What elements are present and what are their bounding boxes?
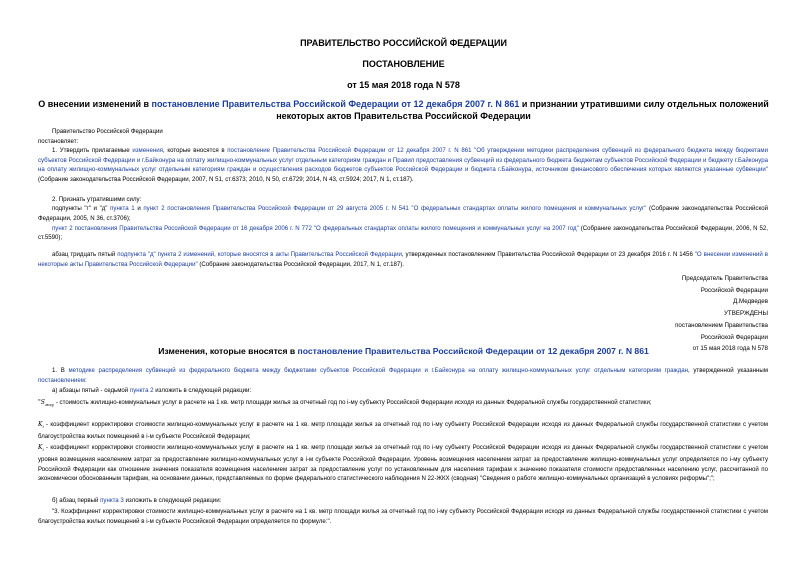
item2-s3-link2[interactable]: "О внесении изменений в некоторые акты Правительства Российской Федерации": [38, 251, 768, 268]
formula-q2: [38, 420, 768, 442]
coefficient-symbol-icon: $K_i$: [38, 444, 44, 453]
signature-block: [508, 274, 768, 354]
formula-symbol-icon: "$S_{жку}$: [38, 399, 55, 408]
item2-s2-link[interactable]: пункт 2 постановления Правительства Российской Федерации от 16 декабря 2006 г. N 772 "О федеральных стандартах оплаты жилого помещения и коммунальных услуг на 2007 год": [52, 224, 579, 232]
formula-q1: [38, 398, 768, 410]
changes-pb-text-b: изложить в следующей редакции:: [123, 497, 222, 504]
changes-pb-link[interactable]: пункта 3: [100, 497, 124, 504]
changes-pb-text-a: б) абзац первый: [52, 497, 101, 504]
formula-q2-text: - коэффициент корректировки стоимости жилищно-коммунальных услуг в расчете на 1 кв. метр площади жилья за отчетный год по i-му субъекту Российской Федерации исходя из данных Федеральной службы государственной статистики с учетом благоустройства жилых помещений в i-м субъекте Российской Федерации;: [38, 421, 768, 440]
date-number-heading: от 15 мая 2018 года N 578: [347, 80, 460, 90]
item-1: [38, 146, 768, 185]
preamble-line2: постановляет:: [38, 137, 79, 145]
formula-q4: "3. Коэффициент корректировки стоимости жилищно-коммунальных услуг в расчете на 1 кв. метр площади жилья за отчетный год по i-му субъекту Российской Федерации исходя из данных Федеральной службы государственной статистики с учетом благоустройства жилых помещений в i-м субъекте Российской Федерации определяется по формуле:".: [38, 508, 768, 525]
item1-text-a: 1. Утвердить прилагаемые: [52, 147, 133, 154]
approved-label: УТВЕРЖДЕНЫ: [724, 310, 768, 318]
title-link[interactable]: постановление Правительства Российской Федерации от 12 декабря 2007 г. N 861: [151, 99, 520, 109]
doc-type-heading: ПОСТАНОВЛЕНИЕ: [362, 59, 445, 69]
signature-country: Российской Федерации: [700, 286, 768, 294]
changes-pb: [38, 496, 768, 506]
changes-pa-text-a: а) абзацы пятый - седьмой: [52, 387, 130, 394]
signature-title: Председатель Правительства: [681, 275, 768, 282]
changes-pa-text-b: изложить в следующей редакции:: [153, 387, 252, 394]
item-2-sub3: [38, 250, 768, 269]
changes-p1: [38, 366, 768, 385]
item1-text-c: , которые вносятся в: [162, 147, 228, 154]
changes-pa: [38, 386, 768, 396]
item2-s1-link2[interactable]: пункт 2 постановления Правительства Российской Федерации от 29 августа 2005 г. N 541 "О федеральных стандартах оплаты жилого помещения и коммунальных услуг": [143, 205, 647, 212]
item2-s3-text-c: (Собрание законодательства Российской Федерации, 2017, N 1, ст.187).: [197, 260, 404, 268]
changes-p1-link2[interactable]: постановлением: [38, 376, 85, 384]
item-2-sub2: [38, 224, 768, 243]
document-title: [30, 98, 777, 122]
signature-name: Д.Медведев: [733, 298, 768, 306]
preamble-line1: Правительство Российской Федерации: [52, 128, 163, 135]
approved-date: от 15 мая 2018 года N 578: [692, 345, 768, 353]
item1-link-resolution[interactable]: постановление Правительства Российской Федерации от 12 декабря 2007 г. N 861 "Об утверждении методики распределения субвенций из федерального бюджета между бюджетами субъектов Российской Федерации и г.Байконура на оплату жилищно-коммунальных услуг отдельным категориям граждан и Правил предоставления субвенций из федерального бюджета бюджетам субъектов Российской Федерации и бюджету г.Байконура на оплату жилищно-коммунальных услуг отдельным категориям граждан и осуществления расходов бюджетов субъектов Российской Федерации и бюджета г.Байконура, источником финансового обеспечения которых являются указанные субвенции": [38, 147, 769, 174]
item2-s1-text-b: и: [134, 205, 144, 212]
coefficient-symbol-icon: $K_i$: [38, 421, 44, 430]
item2-s2-text-b: (Собрание законодательства Российской Федерации, 2006, N 52, ст.5590);: [38, 224, 768, 242]
changes-p1-text-a: 1. В: [52, 367, 69, 374]
item2-s1-text-a: подпункты "г" и "д": [52, 205, 111, 212]
item1-link-changes[interactable]: изменения: [132, 147, 163, 154]
changes-title: [30, 345, 777, 357]
item2-s3-text-a: абзац тридцать пятый: [52, 251, 118, 258]
item-2-intro: 2. Признать утратившими силу:: [52, 195, 142, 203]
approved-by: постановлением Правительства: [675, 321, 768, 329]
item2-s1-link1[interactable]: пункта 1: [110, 205, 135, 212]
title-prefix: О внесении изменений в: [38, 99, 152, 109]
item-2-sub1: [38, 204, 768, 223]
formula-q1-text: - стоимость жилищно-коммунальных услуг в расчете на 1 кв. метр площади жилья за отчетный год по i-му субъекту Российской Федерации исходя из данных Федеральной службы государственной статистики;: [54, 399, 652, 406]
changes-title-link[interactable]: постановление Правительства Российской Федерации от 12 декабря 2007 г. N 861: [297, 346, 649, 356]
item2-s1-text-c: (Собрание законодательства Российской Федерации, 2005, N 36, ст.3706);: [38, 205, 768, 222]
approved-country: Российской Федерации: [700, 333, 768, 341]
item2-s3-link1[interactable]: подпункта "д" пункта 2 изменений, которые вносятся в акты Правительства Российской Федерации: [117, 251, 402, 258]
changes-pa-link[interactable]: пункта 2: [129, 387, 154, 394]
item1-text-e: (Собрание законодательства Российской Федерации, 2007, N 51, ст.6373; 2010, N 50, ст.6729; 2014, N 43, ст.5924; 2017, N 1, ст.187).: [38, 176, 414, 184]
title-suffix: и признании утратившими силу отдельных положений некоторых актов Правительства Российской Федерации: [276, 99, 769, 121]
changes-p1-text-c: :: [85, 376, 87, 384]
changes-title-prefix: Изменения, которые вносятся в: [158, 346, 298, 356]
formula-q3-text: - коэффициент корректировки стоимости жилищно-коммунальных услуг в расчете на 1 кв. метр площади жилья за отчетный год по i-му субъекту Российской Федерации исходя из данных Федеральной службы государственной статистики с учетом уровня возмещения населением затрат за предоставление жилищно-коммунальных услуг в i-м субъекте Российской Федерации. Уровень возмещения населением затрат за предоставление жилищно-коммунальных услуг определяется по i-му субъекту Российской Федерации как отношение значения показателя возмещения населением затрат за предоставление услуг по установленным для населения тарифам к значению показателя стоимости предоставленных населению услуг, рассчитанной по экономически обоснованным тарифам, на основании данных, представляемых по форме федерального статистического наблюдения N 22-ЖКХ (сводная) "Сведения о работе жилищно-коммунальных организаций в условиях реформы";";: [38, 444, 768, 483]
government-heading: ПРАВИТЕЛЬСТВО РОССИЙСКОЙ ФЕДЕРАЦИИ: [300, 38, 507, 48]
item2-s3-text-b: , утвержденных постановлением Правительства Российской Федерации от 23 декабря 2016 г. N 1456: [401, 251, 695, 258]
changes-p1-link[interactable]: методике распределения субвенций из федерального бюджета между бюджетами субъектов Российской Федерации и г.Байконура на оплату жилищно-коммунальных услуг отдельным категориям граждан: [68, 367, 689, 374]
formula-q3: [38, 443, 768, 484]
changes-p1-text-b: , утвержденной указанным: [688, 367, 768, 374]
